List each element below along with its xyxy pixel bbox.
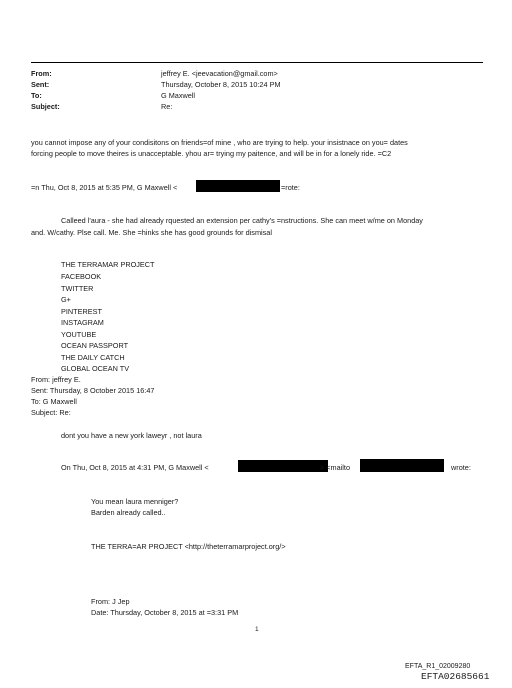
quoted-subject: Subject: Re: [31,408,71,417]
from-label: From: [31,69,52,78]
quoted-line-2: You mean laura menniger? [91,497,179,506]
signature-item: TWITTER [61,284,94,293]
to-label: To: [31,91,42,100]
signature-item: G+ [61,295,71,304]
quoted-line-1: dont you have a new york laweyr , not laura [61,431,202,440]
quoted-sent: Sent: Thursday, 8 October 2015 16:47 [31,386,155,395]
signature-item: THE DAILY CATCH [61,353,125,362]
para1-line-1: Calleed l'aura - she had already rquested an extension per cathy's =nstructions. She can meet w/me on Monday [61,216,423,225]
body-line-2: forcing people to move theires is unacceptable. yhou ar= trying my paitence, and will be in for a lonely ride. =C2 [31,149,392,158]
quoted-from: From: jeffrey E. [31,375,81,384]
signature-item: YOUTUBE [61,330,97,339]
subject-value: Re: [161,102,173,111]
reply2-suffix: wrote: [451,463,471,472]
para1-line-2: and. W/cathy. Plse call. Me. She =hinks she has good grounds for dismisal [31,228,272,237]
from-value: jeffrey E. <jeevacation@gmail.com> [161,69,278,78]
reply2-prefix: On Thu, Oct 8, 2015 at 4:31 PM, G Maxwell < [61,463,209,472]
footer-ref-2: EFTA02685661 [421,671,490,682]
sent-value: Thursday, October 8, 2015 10:24 PM [161,80,281,89]
signature-item: THE TERRAMAR PROJECT [61,260,155,269]
body-line-1: you cannot impose any of your condisitons on friends=of mine , who are trying to help. your insistnace on you= dates [31,138,408,147]
reply2-mid: > <mailto [320,463,351,472]
quoted-line-4: THE TERRA=AR PROJECT <http://theterramarproject.org/> [91,542,286,551]
signature-item: GLOBAL OCEAN TV [61,364,130,373]
redaction-bar [196,180,280,192]
to-value: G Maxwell [161,91,196,100]
quoted-from-2: From: J Jep [91,597,130,606]
signature-item: OCEAN PASSPORT [61,341,129,350]
reply1-prefix: =n Thu, Oct 8, 2015 at 5:35 PM, G Maxwell < [31,183,178,192]
signature-item: PINTEREST [61,307,102,316]
redaction-bar [360,459,444,472]
quoted-date-2: Date: Thursday, October 8, 2015 at =3:31 PM [91,608,239,617]
quoted-line-3: Barden already called.. [91,508,166,517]
quoted-to: To: G Maxwell [31,397,77,406]
reply1-suffix: =rote: [281,183,300,192]
sent-label: Sent: [31,80,50,89]
footer-ref-1: EFTA_R1_02009280 [405,663,471,670]
subject-label: Subject: [31,102,60,111]
signature-item: INSTAGRAM [61,318,104,327]
page-number: 1 [255,626,259,633]
signature-item: FACEBOOK [61,272,102,281]
redaction-bar [238,460,328,472]
header-rule [31,62,483,63]
